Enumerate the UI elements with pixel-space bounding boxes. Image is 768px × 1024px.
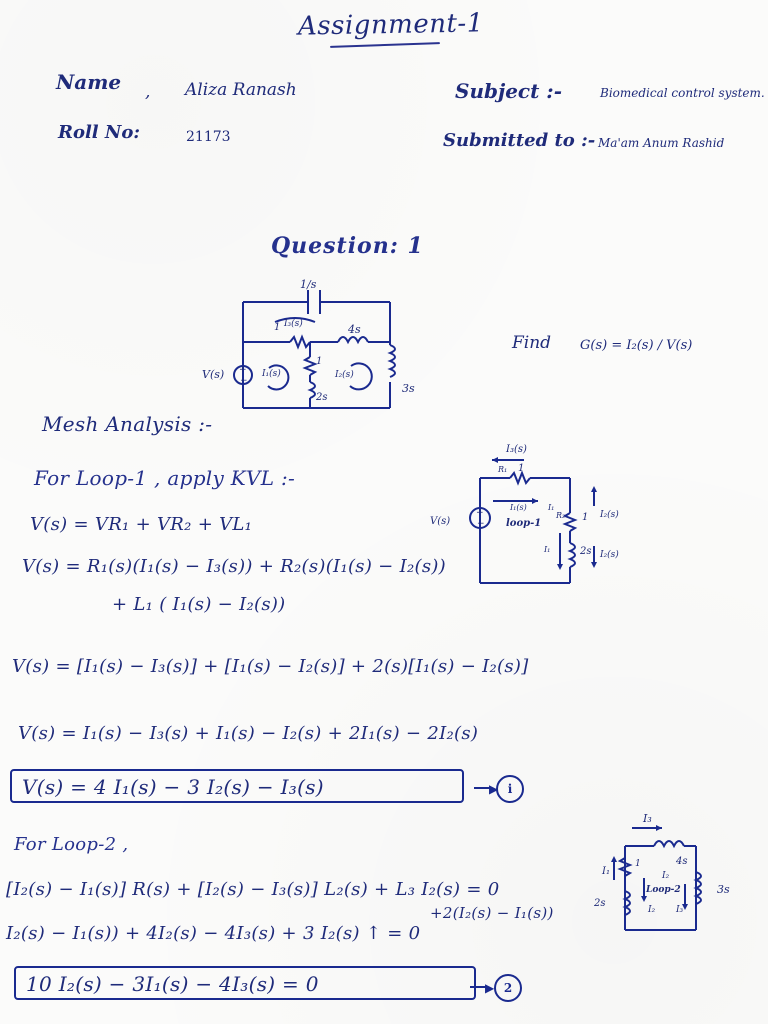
find-expression: G(s) = I₂(s) / V(s) <box>580 338 693 353</box>
resistor-2-label: 1 <box>316 356 323 367</box>
equation-1-arrowhead: ▶ <box>489 782 499 796</box>
loop1-title: For Loop-1 , apply KVL :- <box>34 466 296 490</box>
current-i1-label: I₁(s) <box>262 369 281 379</box>
name-separator: , <box>145 82 151 102</box>
submitted-value: Ma'am Anum Rashid <box>598 136 725 150</box>
c3-current-i2b-label: I₂ <box>648 905 656 915</box>
c2-source-label: V(s) <box>430 516 451 527</box>
equation-2-box: 10 I₂(s) − 3I₁(s) − 4I₃(s) = 0 <box>14 966 476 1000</box>
circuit-diagram-1 <box>202 278 428 420</box>
c2-current-i1b-label: I₁ <box>548 503 555 512</box>
loop2-line-2: I₂(s) − I₁(s)) + 4I₂(s) − 4I₃(s) + 3 I₂(s) ↑ = 0 <box>6 923 421 944</box>
kvl-line-4: V(s) = [I₁(s) − I₃(s)] + [I₁(s) − I₂(s)] + 2(s)[I₁(s) − I₂(s)] <box>12 656 529 677</box>
c2-current-i1-label: I₁(s) <box>510 503 527 512</box>
roll-label: Roll No: <box>58 122 141 143</box>
source-label: V(s) <box>202 368 225 381</box>
c2-r1-label: R₁ <box>498 465 508 474</box>
subject-value: Biomedical control system. <box>600 86 765 100</box>
roll-value: 21173 <box>186 129 231 145</box>
circuit-diagram-3 <box>580 808 760 938</box>
c3-current-i1-label: I₁ <box>602 866 610 877</box>
current-i3-label: I₃(s) <box>284 319 303 329</box>
source2-plus-sign: + <box>476 508 484 518</box>
assignment-title: Assignment-1 <box>297 8 484 42</box>
name-label: Name <box>56 70 122 94</box>
title-underline <box>330 42 440 48</box>
c2-r2-label: R₂ <box>556 511 566 520</box>
equation-2-tag: 2 <box>494 974 522 1002</box>
inductor-2-label: 2s <box>316 392 328 403</box>
subject-label: Subject :- <box>455 79 562 103</box>
c2-current-i2b-label: I₂(s) <box>600 550 619 560</box>
current-i2-label: I₂(s) <box>335 370 354 380</box>
name-value: Aliza Ranash <box>185 80 297 100</box>
loop2-line-1: [I₂(s) − I₁(s)] R(s) + [I₂(s) − I₃(s)] L₂(s) + L₃ I₂(s) = 0 <box>6 879 500 900</box>
c3-l1-label: 4s <box>676 856 688 867</box>
c2-current-i2a-label: I₂(s) <box>600 510 619 520</box>
submitted-label: Submitted to :- <box>443 130 596 151</box>
c2-l1-value: 2s <box>580 546 592 557</box>
question-title: Question: 1 <box>271 233 424 259</box>
kvl-line-3: + L₁ ( I₁(s) − I₂(s)) <box>112 594 286 615</box>
equation-2-arrowhead: ▶ <box>485 981 495 995</box>
find-label: Find <box>512 333 552 353</box>
c3-loop-label: Loop-2 <box>646 885 681 895</box>
kvl-line-1: V(s) = VR₁ + VR₂ + VL₁ <box>30 514 253 535</box>
loop2-note: +2(I₂(s) − I₁(s)) <box>430 904 554 922</box>
c3-r-label: 1 <box>635 859 641 869</box>
source-plus-sign: + <box>239 365 247 375</box>
c3-current-i3b-label: I₃ <box>676 905 684 915</box>
c3-l2-label: 2s <box>594 898 606 909</box>
c3-current-i2-label: I₂ <box>662 871 670 881</box>
c2-r1-value: 1 <box>518 463 525 474</box>
c2-loop-label: loop-1 <box>506 518 542 529</box>
equation-1-tag: i <box>496 775 524 803</box>
inductor-3-label: 3s <box>402 382 415 395</box>
kvl-line-5: V(s) = I₁(s) − I₃(s) + I₁(s) − I₂(s) + 2I₁(s) − 2I₂(s) <box>18 723 479 744</box>
source2-minus-sign: − <box>477 519 485 529</box>
c2-r2-value: 1 <box>582 512 589 523</box>
loop2-title: For Loop-2 , <box>14 834 129 855</box>
inductor-1-label: 4s <box>348 323 361 336</box>
source-minus-sign: − <box>240 376 248 386</box>
c2-current-i3-label: I₃(s) <box>506 444 527 455</box>
equation-1-box: V(s) = 4 I₁(s) − 3 I₂(s) − I₃(s) <box>10 769 464 803</box>
capacitor-label: 1/s <box>300 278 317 291</box>
resistor-1-label: 1 <box>274 322 281 333</box>
c3-l3-label: 3s <box>717 883 730 896</box>
kvl-line-2: V(s) = R₁(s)(I₁(s) − I₃(s)) + R₂(s)(I₁(s) − I₂(s)) <box>22 556 447 577</box>
circuit-diagram-2 <box>420 438 650 598</box>
mesh-analysis-title: Mesh Analysis :- <box>42 412 213 436</box>
c2-current-i1-lower-label: I₁ <box>544 545 551 554</box>
c3-current-i3-label: I₃ <box>643 812 652 825</box>
